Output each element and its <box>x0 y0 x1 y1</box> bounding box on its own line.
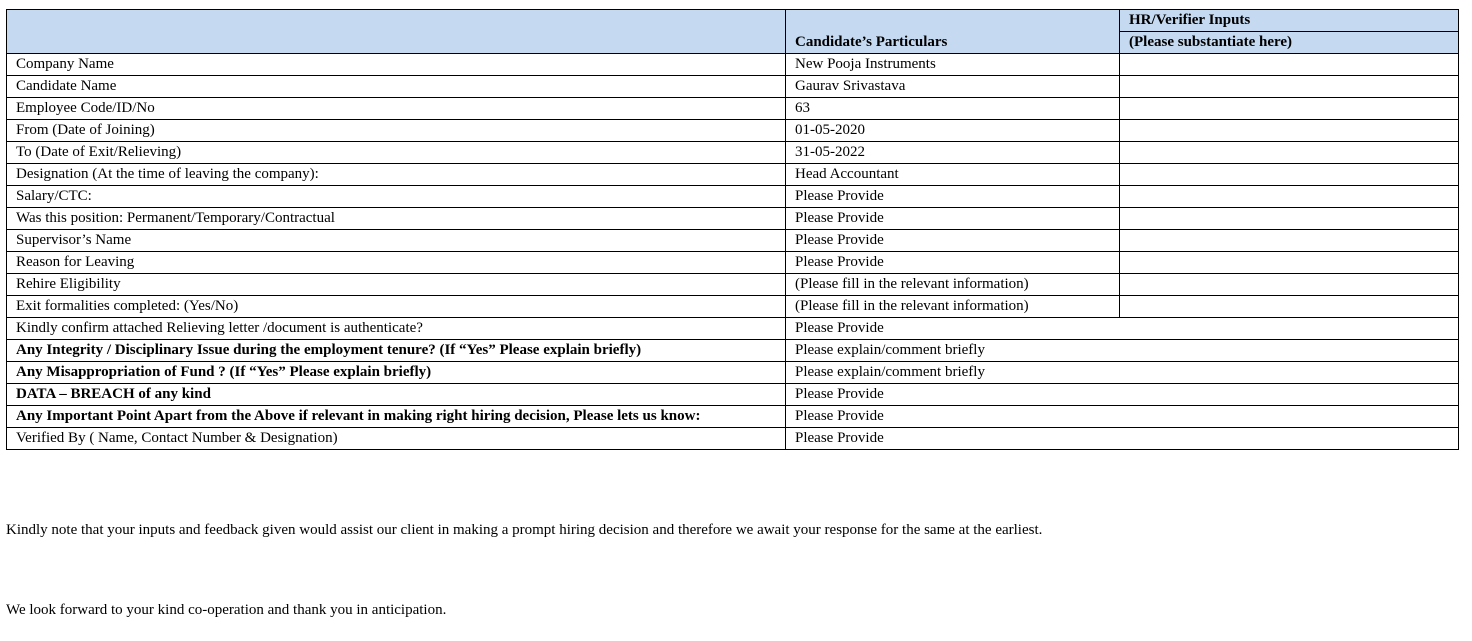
field-label: Verified By ( Name, Contact Number & Designation) <box>7 428 786 450</box>
field-label: Employee Code/ID/No <box>7 98 786 120</box>
field-value-merged[interactable]: Please Provide <box>786 406 1459 428</box>
field-value-merged[interactable]: Please Provide <box>786 384 1459 406</box>
table-row <box>7 318 1459 340</box>
closing-note-thanks: We look forward to your kind co-operation and thank you in anticipation. <box>6 602 447 618</box>
table-row <box>7 252 1459 274</box>
verification-form-table <box>6 9 1459 450</box>
verifier-input-cell[interactable] <box>1120 120 1459 142</box>
verifier-input-cell[interactable] <box>1120 54 1459 76</box>
field-value-merged[interactable]: Please explain/comment briefly <box>786 362 1459 384</box>
header-hr-verifier-inputs: HR/Verifier Inputs <box>1120 10 1459 32</box>
header-candidate-particulars: Candidate’s Particulars <box>786 10 1120 54</box>
field-value-merged[interactable]: Please Provide <box>786 428 1459 450</box>
table-row <box>7 186 1459 208</box>
verifier-input-cell[interactable] <box>1120 186 1459 208</box>
field-label: Reason for Leaving <box>7 252 786 274</box>
field-label: Designation (At the time of leaving the company): <box>7 164 786 186</box>
field-label: Company Name <box>7 54 786 76</box>
verifier-input-cell[interactable] <box>1120 274 1459 296</box>
field-value: Please Provide <box>786 208 1120 230</box>
table-row <box>7 208 1459 230</box>
table-row <box>7 274 1459 296</box>
table-row <box>7 120 1459 142</box>
field-label: From (Date of Joining) <box>7 120 786 142</box>
table-row <box>7 406 1459 428</box>
verifier-input-cell[interactable] <box>1120 296 1459 318</box>
field-value-merged[interactable]: Please explain/comment briefly <box>786 340 1459 362</box>
field-value: Gaurav Srivastava <box>786 76 1120 98</box>
field-label: DATA – BREACH of any kind <box>7 384 786 406</box>
field-value: New Pooja Instruments <box>786 54 1120 76</box>
table-row <box>7 428 1459 450</box>
table-row <box>7 384 1459 406</box>
field-label: Candidate Name <box>7 76 786 98</box>
closing-note-inputs: Kindly note that your inputs and feedback given would assist our client in making a prompt hiring decision and therefore we await your response for the same at the earliest. <box>6 522 1043 538</box>
field-value: (Please fill in the relevant information) <box>786 274 1120 296</box>
verifier-input-cell[interactable] <box>1120 76 1459 98</box>
header-label-cell <box>7 10 786 54</box>
field-value-merged[interactable]: Please Provide <box>786 318 1459 340</box>
field-label: Any Misappropriation of Fund ? (If “Yes” Please explain briefly) <box>7 362 786 384</box>
field-label: Any Important Point Apart from the Above if relevant in making right hiring decision, Please lets us know: <box>7 406 786 428</box>
field-label: To (Date of Exit/Relieving) <box>7 142 786 164</box>
table-row <box>7 76 1459 98</box>
table-row <box>7 54 1459 76</box>
field-label: Supervisor’s Name <box>7 230 786 252</box>
field-value: 31-05-2022 <box>786 142 1120 164</box>
verifier-input-cell[interactable] <box>1120 98 1459 120</box>
field-value: (Please fill in the relevant information) <box>786 296 1120 318</box>
verifier-input-cell[interactable] <box>1120 142 1459 164</box>
field-label: Exit formalities completed: (Yes/No) <box>7 296 786 318</box>
verifier-input-cell[interactable] <box>1120 252 1459 274</box>
header-row-1 <box>7 10 1459 32</box>
field-label: Salary/CTC: <box>7 186 786 208</box>
table-row <box>7 164 1459 186</box>
field-label: Rehire Eligibility <box>7 274 786 296</box>
field-label: Was this position: Permanent/Temporary/Contractual <box>7 208 786 230</box>
table-row <box>7 362 1459 384</box>
field-value: Head Accountant <box>786 164 1120 186</box>
table-row <box>7 340 1459 362</box>
table-row <box>7 98 1459 120</box>
field-label: Any Integrity / Disciplinary Issue during the employment tenure? (If “Yes” Please explain briefly) <box>7 340 786 362</box>
verifier-input-cell[interactable] <box>1120 164 1459 186</box>
field-value: Please Provide <box>786 230 1120 252</box>
table-row <box>7 142 1459 164</box>
verifier-input-cell[interactable] <box>1120 230 1459 252</box>
field-value: Please Provide <box>786 252 1120 274</box>
field-value: 63 <box>786 98 1120 120</box>
header-substantiate-note: (Please substantiate here) <box>1120 32 1459 54</box>
verifier-input-cell[interactable] <box>1120 208 1459 230</box>
table-row <box>7 230 1459 252</box>
table-row <box>7 296 1459 318</box>
field-label: Kindly confirm attached Relieving letter /document is authenticate? <box>7 318 786 340</box>
field-value: Please Provide <box>786 186 1120 208</box>
field-value: 01-05-2020 <box>786 120 1120 142</box>
